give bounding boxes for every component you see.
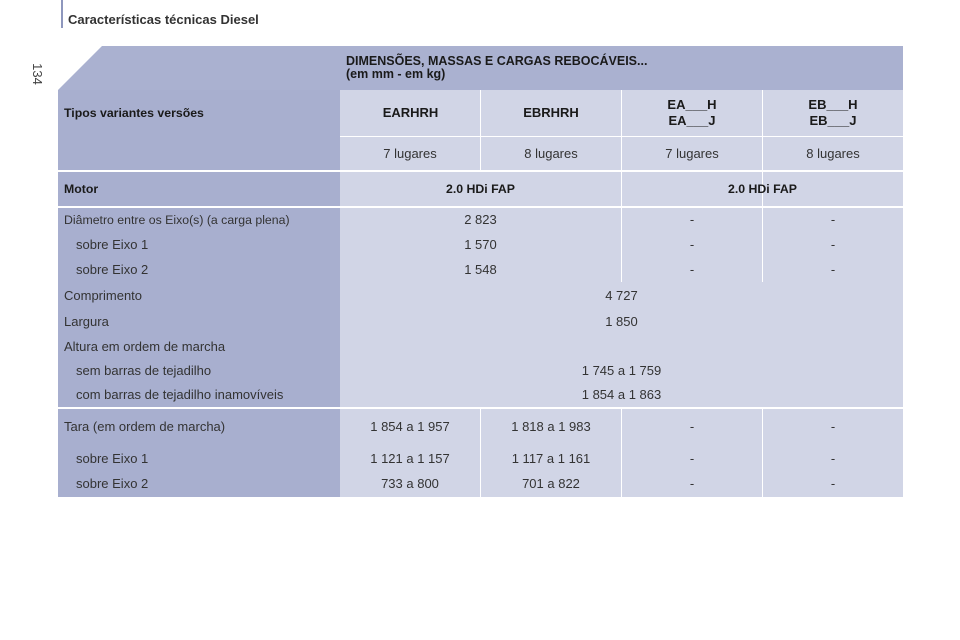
variant-header	[763, 90, 903, 136]
motor-cell: 2.0 HDi FAP	[727, 182, 798, 196]
wheelbase-axle2-label: sobre Eixo 2	[76, 261, 149, 277]
wheelbase-axle2-value: -	[689, 261, 695, 277]
wheelbase-axle1-label: sobre Eixo 1	[76, 236, 149, 252]
wheelbase-value: -	[830, 212, 836, 227]
motor-label: Motor	[64, 182, 99, 196]
table-title-line1: DIMENSÕES, MASSAS E CARGAS REBOCÁVEIS...	[346, 54, 648, 68]
wheelbase-axle1-value: -	[689, 236, 695, 252]
tare-axle2-value: -	[689, 476, 695, 491]
variant-header	[622, 90, 762, 136]
tare-axle1-value: -	[830, 451, 836, 466]
page-number: 134	[30, 63, 46, 85]
width-label: Largura	[64, 314, 109, 329]
seats-cell: 7 lugares	[665, 145, 719, 161]
width-value: 1 850	[605, 314, 638, 329]
variants-label: Tipos variantes versões	[64, 106, 204, 120]
tare-value: -	[830, 419, 836, 434]
wheelbase-value: 2 823	[464, 212, 497, 227]
tare-value: 1 854 a 1 957	[370, 419, 450, 434]
tare-axle1-label: sobre Eixo 1	[76, 451, 149, 466]
wheelbase-axle2-value: 1 548	[464, 261, 497, 277]
variant-code-alt: EB___J	[809, 113, 857, 128]
tare-axle2-label: sobre Eixo 2	[76, 476, 149, 491]
length-value: 4 727	[605, 288, 638, 303]
wheelbase-axle1-value: 1 570	[464, 236, 497, 252]
seats-cell: 7 lugares	[383, 145, 437, 161]
variant-code: EARHRH	[382, 105, 439, 120]
variant-header	[340, 90, 481, 136]
variant-code: EB___H	[808, 97, 858, 112]
table-title-line2: (em mm - em kg)	[346, 67, 446, 81]
seats-cell: 8 lugares	[524, 145, 578, 161]
variant-code: EA___H	[667, 97, 717, 112]
height-no-bars-value: 1 745 a 1 759	[581, 363, 662, 378]
tare-value: -	[689, 419, 695, 434]
variant-code-alt: EA___J	[668, 113, 716, 128]
tare-axle2-value: 733 a 800	[381, 476, 439, 491]
tare-axle2-value: -	[830, 476, 836, 491]
variant-header	[481, 90, 621, 136]
height-fixed-bars-label: com barras de tejadilho inamovíveis	[76, 387, 284, 402]
height-fixed-bars-value: 1 854 a 1 863	[581, 387, 662, 402]
tare-axle1-value: -	[689, 451, 695, 466]
wheelbase-axle2-value: -	[830, 261, 836, 277]
motor-cell: 2.0 HDi FAP	[445, 182, 516, 196]
tare-axle2-value: 701 a 822	[522, 476, 580, 491]
specs-table	[58, 46, 903, 497]
wheelbase-axle1-value: -	[830, 236, 836, 252]
tare-label: Tara (em ordem de marcha)	[64, 419, 226, 434]
wheelbase-label: Diâmetro entre os Eixo(s) (a carga plena)	[64, 213, 290, 227]
table-title	[346, 55, 647, 81]
tare-value: 1 818 a 1 983	[511, 419, 591, 434]
variant-code: EBRHRH	[523, 105, 579, 120]
tare-axle1-value: 1 117 a 1 161	[511, 451, 591, 466]
height-no-bars-label: sem barras de tejadilho	[76, 363, 212, 378]
height-label: Altura em ordem de marcha	[64, 339, 226, 354]
wheelbase-value: -	[689, 212, 695, 227]
tare-axle1-value: 1 121 a 1 157	[370, 451, 450, 466]
length-label: Comprimento	[64, 288, 143, 303]
seats-cell: 8 lugares	[806, 145, 860, 161]
running-title: Características técnicas Diesel	[68, 12, 259, 27]
side-accent-bar	[61, 0, 63, 28]
